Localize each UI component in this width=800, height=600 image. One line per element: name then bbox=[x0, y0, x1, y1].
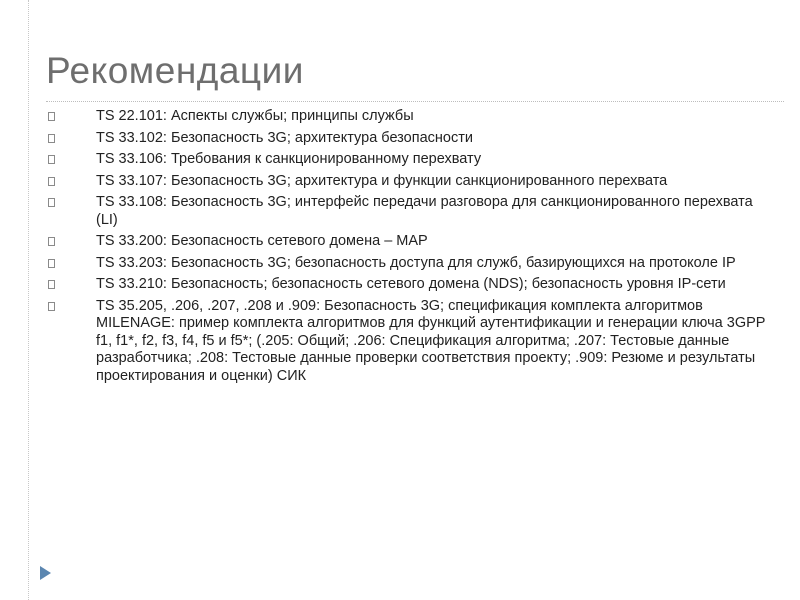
square-bullet-icon bbox=[48, 198, 55, 207]
square-bullet-icon bbox=[48, 259, 55, 268]
square-bullet-icon bbox=[48, 155, 55, 164]
square-bullet-icon bbox=[48, 237, 55, 246]
list-item-text: TS 33.210: Безопасность; безопасность сетевого домена (NDS); безопасность уровня IP-сети bbox=[96, 276, 726, 292]
slide-title: Рекомендации bbox=[46, 50, 304, 91]
list-item bbox=[46, 173, 766, 191]
play-triangle-icon[interactable] bbox=[40, 566, 51, 580]
recommendations-list bbox=[46, 108, 766, 389]
square-bullet-icon bbox=[48, 112, 55, 121]
list-item-text: TS 22.101: Аспекты службы; принципы службы bbox=[96, 108, 414, 124]
list-item-text: TS 33.203: Безопасность 3G; безопасность доступа для служб, базирующихся на протоколе IP bbox=[96, 254, 736, 271]
square-bullet-icon bbox=[48, 177, 55, 186]
list-item-text: TS 33.108: Безопасность 3G; интерфейс передачи разговора для санкционированного перехвата (LI) bbox=[96, 194, 753, 228]
list-item-text: TS 33.102: Безопасность 3G; архитектура безопасности bbox=[96, 129, 473, 146]
list-item-text: TS 33.106: Требования к санкционированному перехвату bbox=[96, 151, 482, 167]
list-item bbox=[46, 130, 766, 148]
list-item bbox=[46, 276, 766, 294]
list-item bbox=[46, 233, 766, 251]
title-divider bbox=[46, 101, 784, 102]
list-item bbox=[46, 194, 766, 229]
square-bullet-icon bbox=[48, 134, 55, 143]
list-item bbox=[46, 298, 766, 386]
list-item bbox=[46, 255, 766, 273]
square-bullet-icon bbox=[48, 302, 55, 311]
list-item bbox=[46, 108, 766, 126]
left-divider bbox=[28, 0, 29, 600]
list-item-text: TS 35.205, .206, .207, .208 и .909: Безопасность 3G; спецификация комплекта алгоритмов MILENAGE: пример комплекта алгоритмов для функций аутентификации и генерации ключа 3GPP f1, f1*, f2, f3, f4, f5 и f5*; (.205: Общий; .206: Спецификация алгоритма; .207: Тестовые данные разработчика; .208: Тестовые данные проверки соответствия проекту; .909: Резюме и результаты проектирования и оценки) СИК bbox=[96, 297, 766, 384]
list-item-text: TS 33.200: Безопасность сетевого домена – MAP bbox=[96, 233, 428, 249]
list-item-text: TS 33.107: Безопасность 3G; архитектура и функции санкционированного перехвата bbox=[96, 172, 668, 189]
list-item bbox=[46, 151, 766, 169]
square-bullet-icon bbox=[48, 280, 55, 289]
